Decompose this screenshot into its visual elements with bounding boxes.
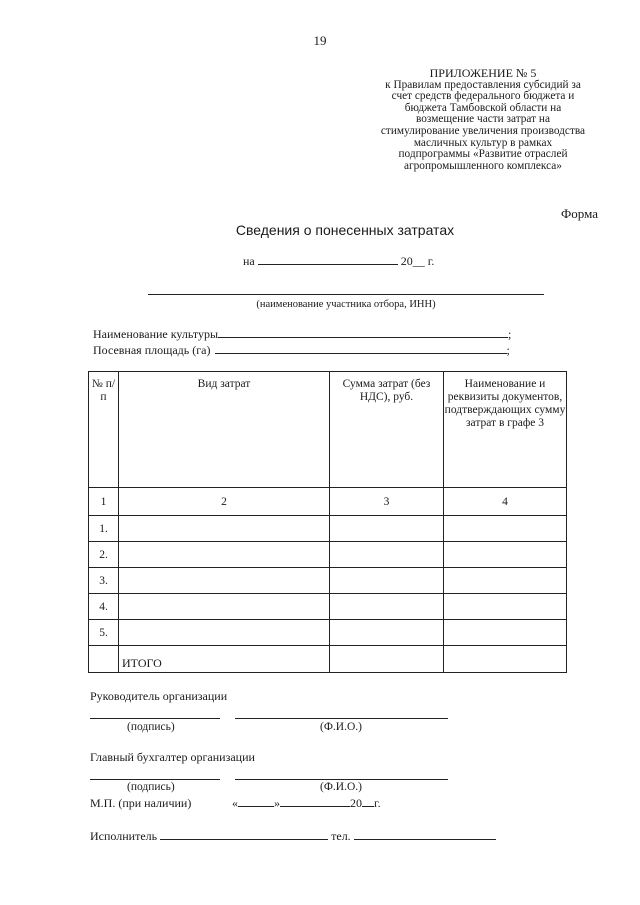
total-label: ИТОГО (119, 646, 330, 673)
table-row (89, 568, 567, 594)
culture-terminator: ; (508, 327, 512, 341)
total-sum-cell[interactable] (330, 646, 444, 673)
cost-sum-cell[interactable] (330, 516, 444, 542)
table-header-row (89, 372, 567, 488)
cost-type-cell[interactable] (119, 620, 330, 646)
appendix-line: масличных культур в рамках (413, 136, 553, 149)
cost-sum-cell[interactable] (330, 594, 444, 620)
date-year: 20__ г. (400, 254, 435, 268)
culture-label: Наименование культуры (93, 327, 219, 341)
appendix-line: счет средств федерального бюджета и (391, 90, 575, 103)
documents-cell[interactable] (444, 542, 567, 568)
cost-sum-cell[interactable] (330, 620, 444, 646)
documents-cell[interactable] (444, 516, 567, 542)
executor-name-blank (160, 829, 328, 840)
date-close-quote: » (274, 796, 280, 810)
header-number: № п/п (89, 372, 119, 488)
form-title: Сведения о понесенных затратах (235, 222, 455, 238)
date-month-blank (280, 796, 350, 807)
total-number-cell (89, 646, 119, 673)
forma-label: Форма (561, 206, 598, 221)
documents-cell[interactable] (444, 594, 567, 620)
cost-sum-cell[interactable] (330, 568, 444, 594)
cost-sum-cell[interactable] (330, 542, 444, 568)
head-label: Руководитель организации (90, 689, 228, 703)
accountant-signature-line (90, 779, 220, 780)
appendix-line: агропромышленного комплекса» (404, 159, 562, 172)
header-documents: Наименование и реквизиты документов, подтверждающих сумму затрат в графе 3 (444, 372, 567, 488)
table-row (89, 542, 567, 568)
report-date-line (243, 254, 434, 269)
header-cost-type: Вид затрат (119, 372, 330, 488)
accountant-name-caption: (Ф.И.О.) (320, 781, 362, 793)
appendix-title: ПРИЛОЖЕНИЕ № 5 (429, 66, 537, 80)
appendix-line: возмещение части затрат на (416, 113, 550, 126)
row-number: 4. (89, 594, 119, 620)
participant-caption: (наименование участника отбора, ИНН) (256, 299, 436, 310)
date-year-blank (362, 796, 374, 807)
date-year-suffix: г. (374, 796, 381, 810)
table-row (89, 594, 567, 620)
date-day-blank (238, 796, 274, 807)
cost-type-cell[interactable] (119, 516, 330, 542)
row-number: 3. (89, 568, 119, 594)
total-row (89, 646, 567, 673)
column-number: 3 (330, 488, 444, 516)
cost-type-cell[interactable] (119, 594, 330, 620)
area-terminator: ; (506, 343, 510, 357)
column-number: 2 (119, 488, 330, 516)
executor-row (90, 829, 496, 844)
documents-cell[interactable] (444, 568, 567, 594)
header-cost-sum: Сумма затрат (без НДС), руб. (330, 372, 444, 488)
appendix-line: к Правилам предоставления субсидий за (385, 78, 581, 91)
costs-table (88, 371, 567, 673)
column-number: 1 (89, 488, 119, 516)
appendix-header (350, 68, 616, 172)
area-field (93, 343, 510, 358)
date-open-quote: « (232, 796, 238, 810)
row-number: 5. (89, 620, 119, 646)
accountant-name-line (235, 779, 448, 780)
phone-label: тел. (331, 829, 351, 843)
table-row (89, 620, 567, 646)
appendix-line: подпрограммы «Развитие отраслей (398, 148, 568, 161)
column-number: 4 (444, 488, 567, 516)
accountant-sign-caption: (подпись) (127, 781, 175, 793)
culture-blank (218, 327, 508, 338)
date-prefix: на (243, 254, 255, 268)
table-row (89, 516, 567, 542)
date-year-prefix: 20 (350, 796, 362, 810)
appendix-line: стимулирование увеличения производства (380, 124, 586, 137)
row-number: 2. (89, 542, 119, 568)
head-sign-caption: (подпись) (127, 721, 175, 733)
signing-date (232, 796, 381, 811)
column-number-row (89, 488, 567, 516)
appendix-line: бюджета Тамбовской области на (404, 101, 562, 114)
area-label: Посевная площадь (га) (93, 343, 211, 357)
executor-label: Исполнитель (90, 829, 158, 843)
page-number: 19 (313, 33, 327, 48)
area-blank (215, 343, 507, 354)
total-documents-cell[interactable] (444, 646, 567, 673)
participant-line (148, 294, 544, 295)
date-blank (258, 254, 398, 265)
head-name-line (235, 718, 448, 719)
cost-type-cell[interactable] (119, 568, 330, 594)
stamp-label: М.П. (при наличии) (90, 796, 192, 810)
accountant-label: Главный бухгалтер организации (90, 750, 255, 764)
culture-field (93, 327, 511, 342)
head-signature-line (90, 718, 220, 719)
cost-type-cell[interactable] (119, 542, 330, 568)
head-name-caption: (Ф.И.О.) (320, 721, 362, 733)
row-number: 1. (89, 516, 119, 542)
phone-blank (354, 829, 496, 840)
documents-cell[interactable] (444, 620, 567, 646)
